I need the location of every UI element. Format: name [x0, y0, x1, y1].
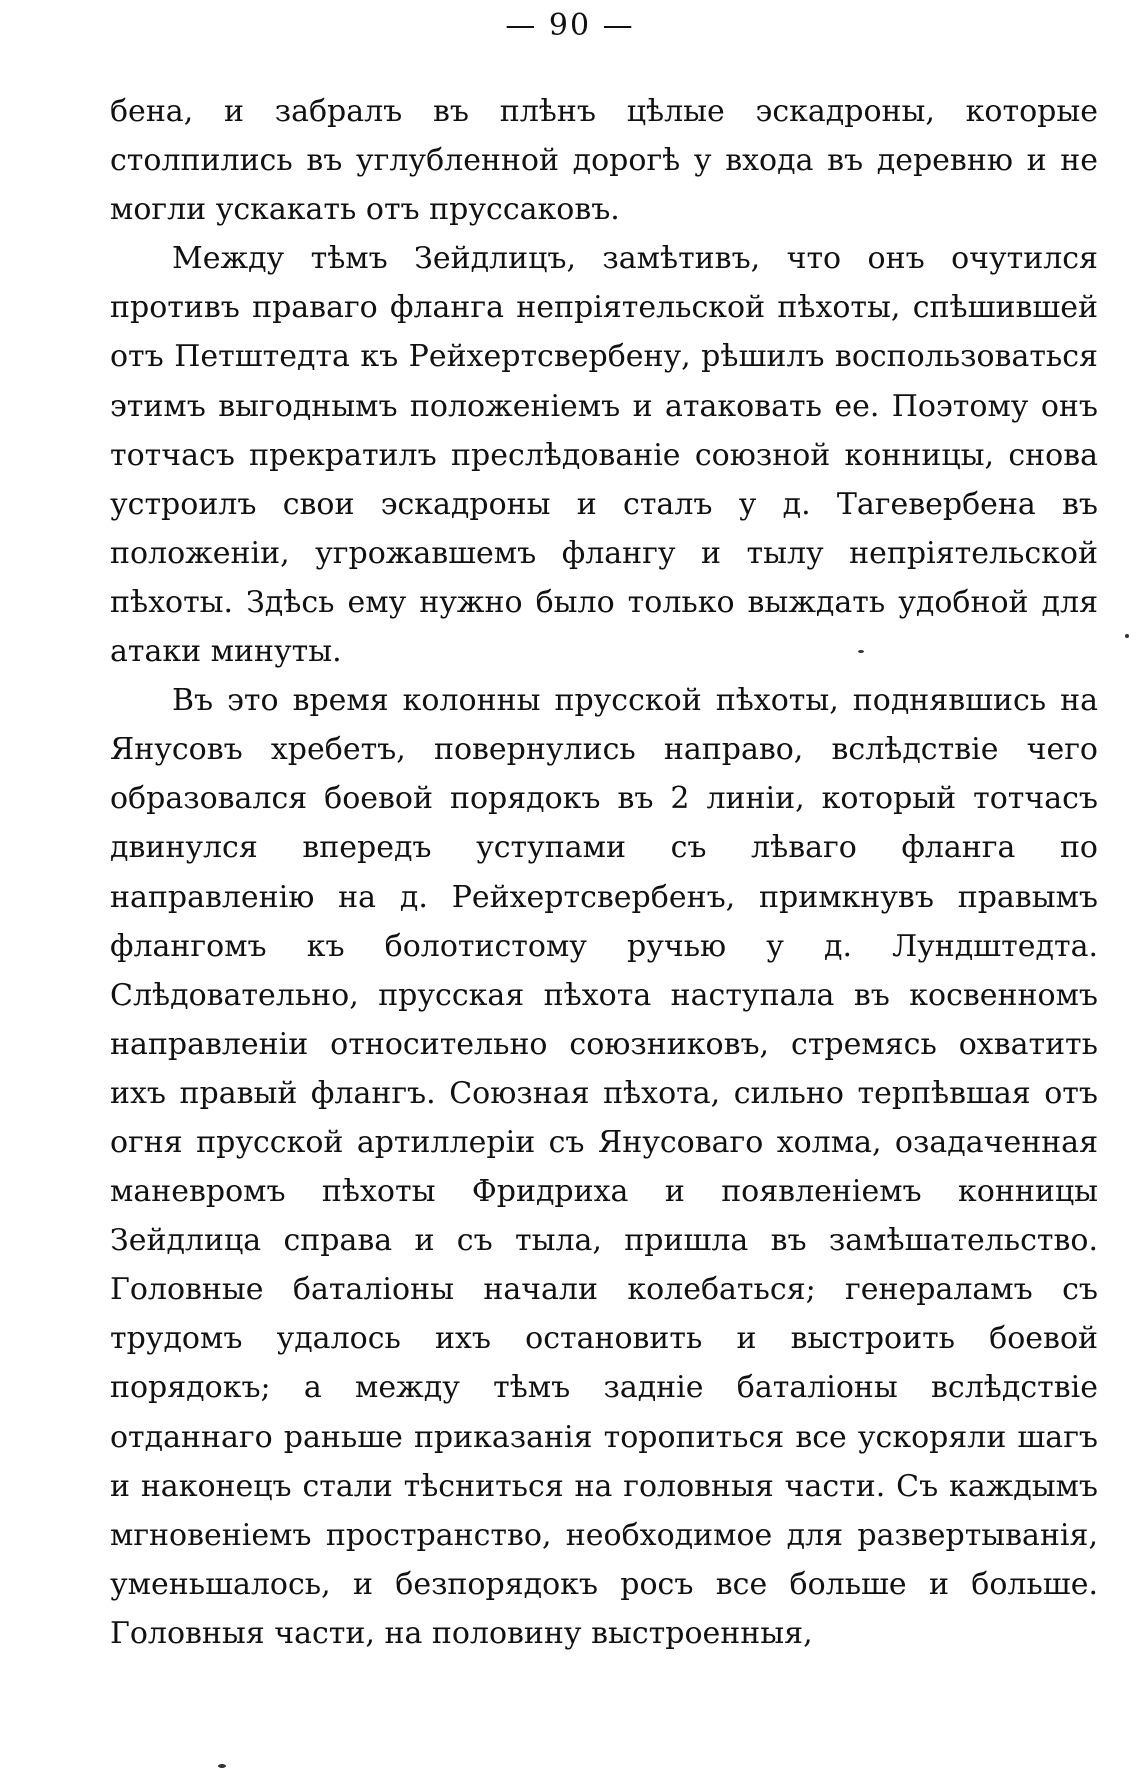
- paragraph-continued: бена, и забралъ въ плѣнъ цѣлые эскадроны, которые столпились въ углубленной дорогѣ у входа въ деревню и не могли ускакать отъ пруссаковъ.: [110, 94, 1098, 228]
- scan-speck: [858, 650, 864, 653]
- scan-speck: [218, 1764, 226, 1768]
- page-body: [110, 87, 1098, 1658]
- paragraph-seydlitz: Между тѣмъ Зейдлицъ, замѣтивъ, что онъ очутился противъ праваго фланга непріятельской пѣхоты, спѣшившей отъ Петштедта къ Рейхертсвербену, рѣшилъ воспользоваться этимъ выгоднымъ положеніемъ и атаковать ее. Поэтому онъ тотчасъ прекратилъ преслѣдованіе союзной конницы, снова устроилъ свои эскадроны и сталъ у д. Тагевербена въ положеніи, угрожавшемъ флангу и тылу непріятельской пѣхоты. Здѣсь ему нужно было только выждать удобной для атаки минуты.: [110, 241, 1098, 670]
- page-number: — 90 —: [505, 8, 635, 43]
- scan-speck: [1125, 634, 1129, 638]
- paragraph-prussian-infantry: Въ это время колонны прусской пѣхоты, поднявшись на Янусовъ хребетъ, повернулись направо, вслѣдствіе чего образовался боевой порядокъ въ 2 линіи, который тотчасъ двинулся впередъ уступами съ лѣваго фланга по направленію на д. Рейхертсвербенъ, примкнувъ правымъ флангомъ къ болотистому ручью у д. Лундштедта. Слѣдовательно, прусская пѣхота наступала въ косвенномъ направленіи относительно союзниковъ, стремясь охватить ихъ правый флангъ. Союзная пѣхота, сильно терпѣвшая отъ огня прусской артиллеріи съ Янусоваго холма, озадаченная маневромъ пѣхоты Фридриха и появленіемъ конницы Зейдлица справа и съ тыла, пришла въ замѣшательство. Головные баталіоны начали колебаться; генераламъ съ трудомъ удалось ихъ остановить и выстроить боевой порядокъ; а между тѣмъ задніе баталіоны вслѣдствіе отданнаго раньше приказанія торопиться все ускоряли шагъ и наконецъ стали тѣсниться на головныя части. Съ каждымъ мгновеніемъ пространство, необходимое для развертыванія, уменьшалось, и безпорядокъ росъ все больше и больше. Головныя части, на половину выстроенныя,: [110, 683, 1098, 1651]
